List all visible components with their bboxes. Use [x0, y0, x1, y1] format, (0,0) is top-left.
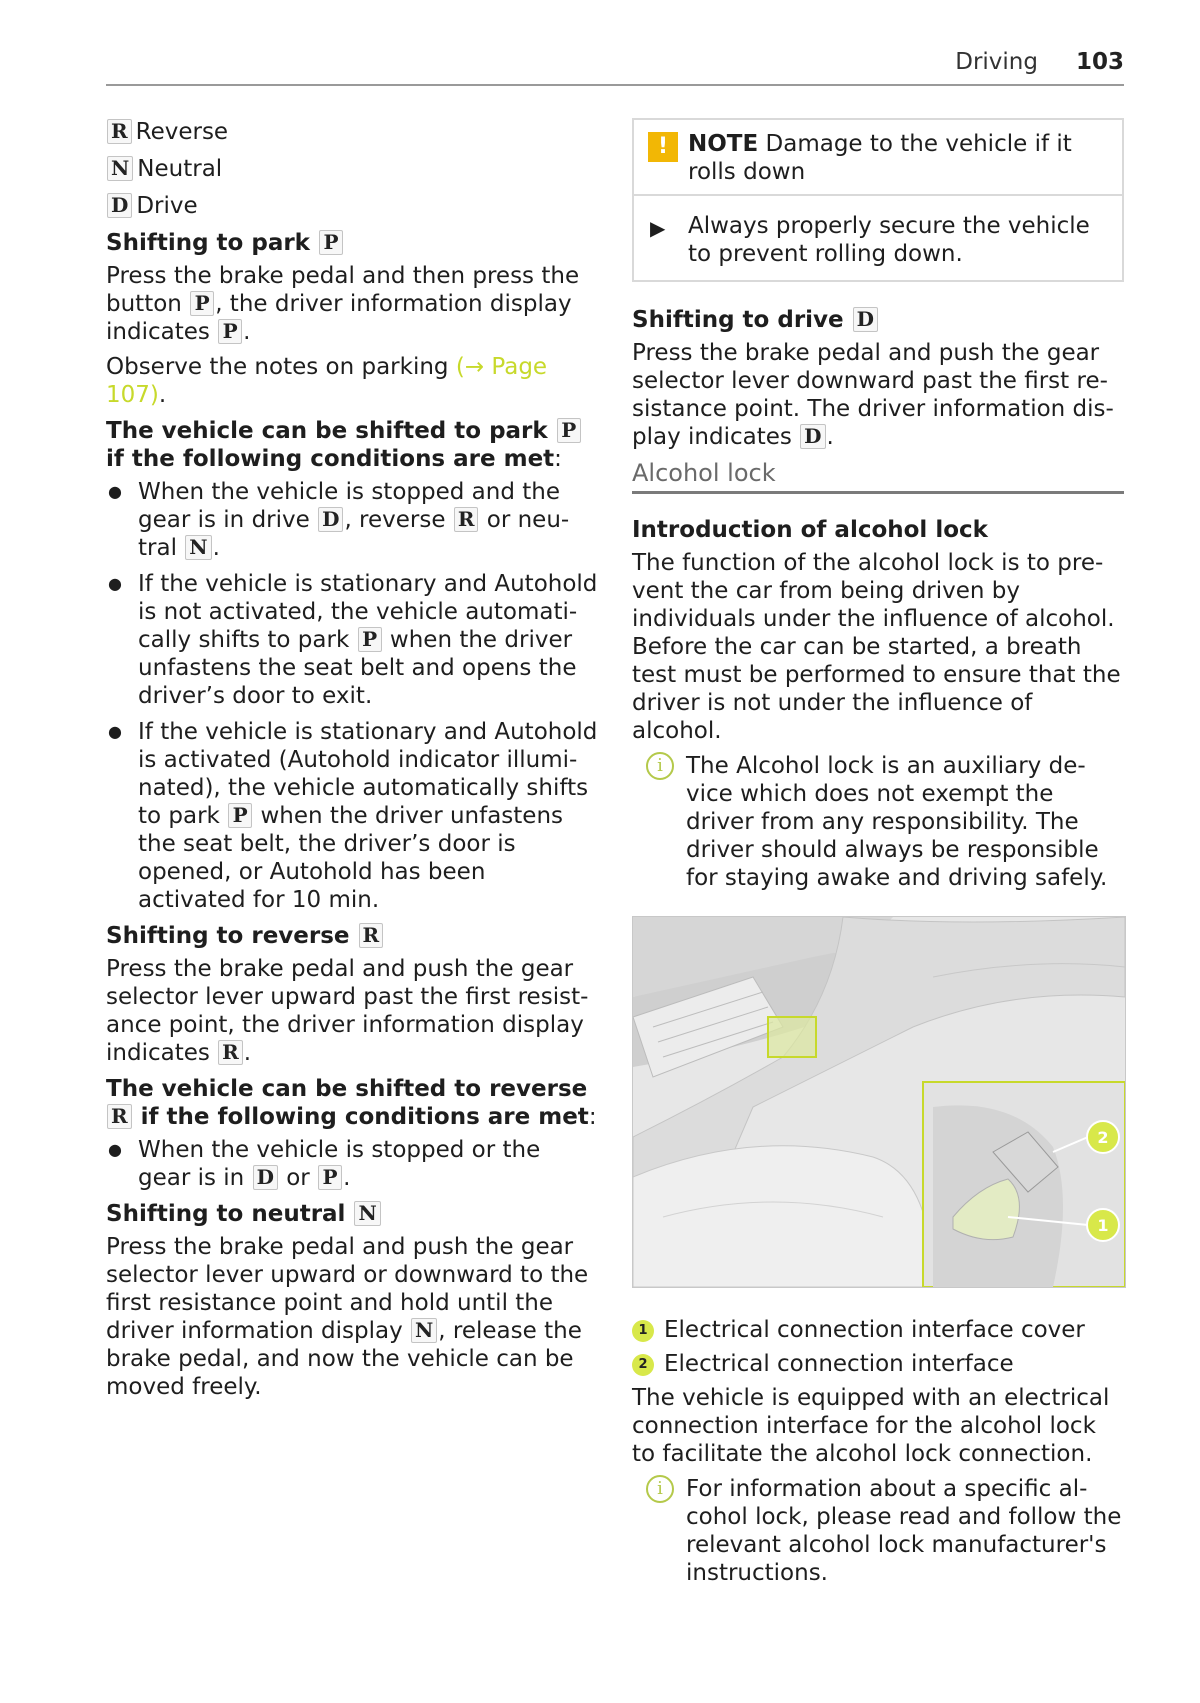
page-link[interactable]: (→ Page 107) [106, 354, 548, 408]
legend-item [632, 1350, 1124, 1378]
key-r-badge: R [107, 119, 132, 144]
legend-label: Electrical connection interface cover [664, 1317, 1085, 1343]
gear-reverse [106, 118, 598, 146]
legend-item [632, 1316, 1124, 1344]
key-p-badge: P [358, 627, 382, 652]
key-p-badge: P [557, 418, 581, 443]
heading-shifting-to-neutral: Shifting to neutral N [106, 1200, 598, 1228]
note-header [634, 120, 1122, 196]
key-r-badge: R [107, 1104, 132, 1129]
right-column [632, 118, 1124, 1595]
key-n-badge: N [107, 156, 133, 181]
left-column [106, 118, 598, 1408]
alcohol-lock-figure [632, 916, 1126, 1288]
drive-instructions: Press the brake pedal and push the gear selector lever downward past the first resistance point. The driver information display indicates D . [632, 340, 1114, 450]
key-n-badge: N [354, 1201, 380, 1226]
key-p-badge: P [318, 1165, 342, 1190]
key-n-badge: N [411, 1318, 437, 1343]
page-header [106, 40, 1124, 86]
equipped-text: The vehicle is equipped with an electrical connection interface for the alcohol lock to facilitate the alcohol lock connection. [632, 1385, 1110, 1467]
heading-shifting-to-park: Shifting to park P [106, 229, 598, 257]
reverse-instructions: Press the brake pedal and push the gear selector lever upward past the first resistance point, the driver information display indicates R . [106, 956, 589, 1066]
park-conditions-heading: The vehicle can be shifted to park P if the following conditions are met: [106, 417, 598, 473]
warning-icon: ! [648, 132, 678, 162]
arrow-right-icon: ▶ [650, 216, 666, 240]
key-r-badge: R [218, 1040, 243, 1065]
heading-shifting-to-drive: Shifting to drive D [632, 306, 1124, 334]
key-p-badge: P [218, 319, 242, 344]
alcohol-lock-intro-text: The function of the alcohol lock is to prevent the car from being driven by individuals under the influence of alcohol. Before the car can be started, a breath test must be performed to ensure that the driver is not under the influence of alcohol. [632, 550, 1121, 744]
note-box [632, 118, 1124, 282]
callout-1-label: 1 [1097, 1216, 1109, 1235]
section-title-alcohol-lock: Alcohol lock [632, 459, 1124, 494]
parking-notes-ref: Observe the notes on parking (→ Page 107). [106, 354, 548, 408]
info-icon: i [646, 752, 674, 780]
neutral-instructions: Press the brake pedal and push the gear selector lever upward or downward to the first resistance point and hold until the driver information display N , release the brake pedal, and now the vehicle can be moved freely. [106, 1234, 589, 1400]
info-text: For information about a specific alcohol lock, please read and follow the relevant alcohol lock manufacturer's instructions. [686, 1476, 1122, 1586]
park-conditions-list [106, 478, 598, 914]
key-p-badge: P [190, 291, 214, 316]
heading-intro-alcohol-lock: Introduction of alcohol lock [632, 517, 988, 543]
note-subtitle: Damage to the vehicle if it rolls down [688, 131, 1072, 185]
key-p-badge: P [228, 803, 252, 828]
key-d-badge: D [107, 193, 132, 218]
gear-label: Neutral [137, 156, 223, 182]
list-item: ● If the vehicle is stationary and Autohold is not activated, the vehicle automatically shifts to park P when the driver unfastens the seat belt and opens the driver’s door to exit. [106, 570, 598, 710]
note-action: Always properly secure the vehicle to prevent rolling down. [688, 213, 1090, 267]
page-number: 103 [1075, 49, 1124, 75]
number-badge: 2 [632, 1354, 654, 1376]
info-note [632, 752, 1124, 892]
key-d-badge: D [853, 307, 878, 332]
reverse-conditions-heading: The vehicle can be shifted to reverse R if the following conditions are met: [106, 1076, 597, 1130]
list-item: ● When the vehicle is stopped and the gear is in drive D , reverse R or neutral N . [106, 478, 598, 562]
list-item: ● If the vehicle is stationary and Autohold is activated (Autohold indicator illuminated), the vehicle automatically shifts to park P when the driver unfastens the seat belt, the driver’s door is opened, or Autohold has been activated for 10 min. [106, 718, 598, 914]
key-r-badge: R [454, 507, 479, 532]
legend-label: Electrical connection interface [664, 1351, 1014, 1377]
key-d-badge: D [253, 1165, 278, 1190]
callout-2-label: 2 [1097, 1128, 1109, 1147]
note-title: NOTE [688, 131, 759, 157]
section-name: Driving [955, 49, 1038, 75]
gear-label: Reverse [135, 119, 229, 145]
heading-shifting-to-reverse: Shifting to reverse R [106, 922, 598, 950]
note-body [634, 196, 1122, 280]
gear-label: Drive [136, 193, 198, 219]
key-n-badge: N [185, 535, 211, 560]
key-r-badge: R [359, 923, 384, 948]
key-d-badge: D [318, 507, 343, 532]
info-icon: i [646, 1475, 674, 1503]
list-item: ● When the vehicle is stopped or the gear is in D or P . [106, 1136, 598, 1192]
interior-illustration [633, 917, 1125, 1287]
gear-drive [106, 192, 598, 220]
key-p-badge: P [319, 230, 343, 255]
info-text: The Alcohol lock is an auxiliary device which does not exempt the driver from any responsibility. The driver should always be responsible for staying awake and driving safely. [686, 753, 1108, 891]
reverse-conditions-list [106, 1136, 598, 1192]
key-d-badge: D [800, 424, 825, 449]
gear-neutral [106, 155, 598, 183]
info-note [632, 1475, 1124, 1587]
number-badge: 1 [632, 1320, 654, 1342]
park-instructions: Press the brake pedal and then press the button P , the driver information display indicates P . [106, 263, 580, 345]
